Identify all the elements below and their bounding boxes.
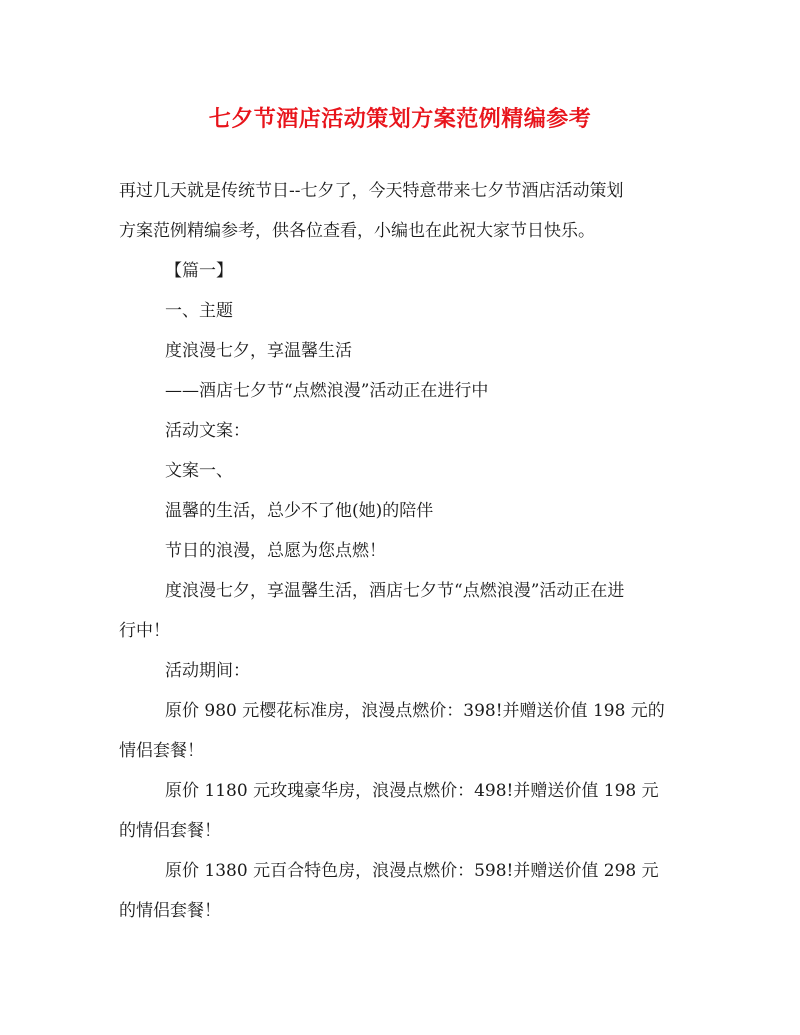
- theme-line-2: ——酒店七夕节“点燃浪漫”活动正在进行中: [165, 381, 489, 401]
- copy-one-line-1: 温馨的生活，总少不了他(她)的陪伴: [165, 501, 434, 521]
- offer-2-line-b: 的情侣套餐！: [119, 821, 221, 841]
- intro-line-2: 方案范例精编参考，供各位查看，小编也在此祝大家节日快乐。: [119, 221, 595, 241]
- intro-line-1: 再过几天就是传统节日--七夕了，今天特意带来七夕节酒店活动策划: [119, 181, 624, 201]
- copy-label: 活动文案：: [165, 421, 250, 441]
- section-label: 【篇一】: [165, 261, 233, 281]
- copy-one-line-3b: 行中！: [119, 621, 170, 641]
- copy-one-line-2: 节日的浪漫，总愿为您点燃！: [165, 541, 386, 561]
- offer-3-line-a: 原价 1380 元百合特色房，浪漫点燃价：598!并赠送价值 298 元: [165, 861, 659, 881]
- copy-one-line-3a: 度浪漫七夕，享温馨生活，酒店七夕节“点燃浪漫”活动正在进: [165, 581, 625, 601]
- document-title: 七夕节酒店活动策划方案范例精编参考: [208, 106, 592, 132]
- copy-one-label: 文案一、: [165, 461, 233, 481]
- offer-3-line-b: 的情侣套餐！: [119, 901, 221, 921]
- document-body: [119, 171, 689, 931]
- period-label: 活动期间：: [165, 661, 250, 681]
- offer-2-line-a: 原价 1180 元玫瑰豪华房，浪漫点燃价：498!并赠送价值 198 元: [165, 781, 659, 801]
- offer-1-line-b: 情侣套餐！: [119, 741, 204, 761]
- theme-line-1: 度浪漫七夕，享温馨生活: [165, 341, 352, 361]
- heading-theme: 一、主题: [165, 301, 233, 321]
- offer-1-line-a: 原价 980 元樱花标准房，浪漫点燃价：398!并赠送价值 198 元的: [165, 701, 665, 721]
